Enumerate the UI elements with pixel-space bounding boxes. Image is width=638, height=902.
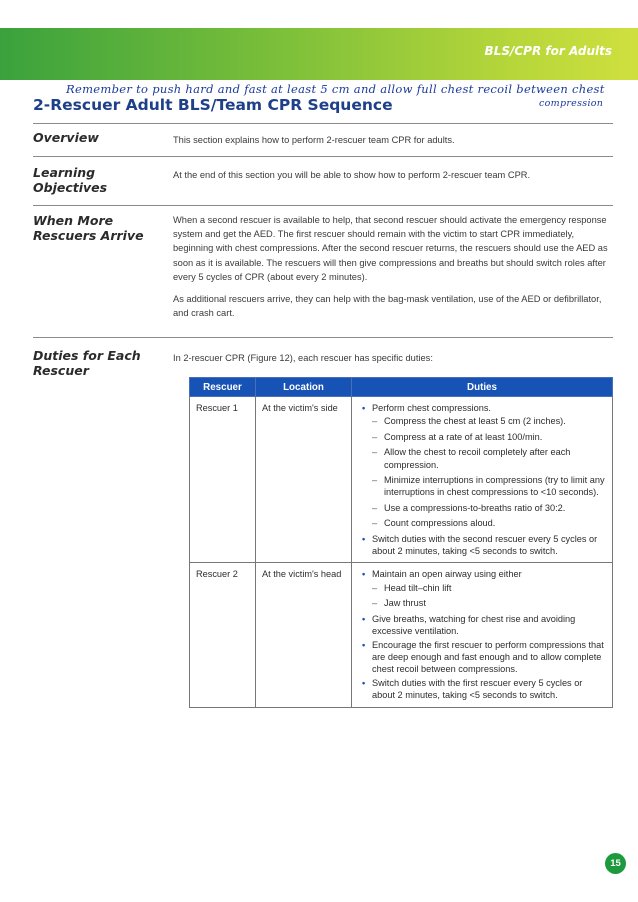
duty-sub-item: – Use a compressions-to-breaths ratio of 30:2. bbox=[358, 502, 606, 514]
duty-sub-item: – Allow the chest to recoil completely after each compression. bbox=[358, 446, 606, 471]
table-row bbox=[190, 563, 613, 707]
duties-intro: In 2-rescuer CPR (Figure 12), each rescuer has specific duties: bbox=[173, 353, 433, 363]
table-header-location: Location bbox=[256, 378, 352, 397]
overview-heading: Overview bbox=[33, 130, 99, 145]
table-header-row bbox=[190, 378, 613, 397]
table-header-rescuer: Rescuer bbox=[190, 378, 256, 397]
more-rescuers-body bbox=[173, 213, 613, 328]
location-cell: At the victim's side bbox=[256, 397, 352, 563]
duty-sub-item: – Compress the chest at least 5 cm (2 inches). bbox=[358, 415, 606, 427]
rescuer-cell: Rescuer 2 bbox=[190, 563, 256, 707]
duty-bullet: • Switch duties with the first rescuer every 5 cycles or about 2 minutes, taking <5 seconds to switch. bbox=[358, 677, 606, 702]
rescuer-cell: Rescuer 1 bbox=[190, 397, 256, 563]
duty-bullet: • Maintain an open airway using either bbox=[358, 568, 606, 580]
duty-sub-item: – Count compressions aloud. bbox=[358, 517, 606, 529]
header-band bbox=[0, 28, 638, 80]
learning-text: At the end of this section you will be able to show how to perform 2-rescuer team CPR. bbox=[173, 170, 531, 180]
duties-heading: Duties for Each Rescuer bbox=[33, 348, 141, 378]
duties-list bbox=[358, 568, 606, 701]
location-cell: At the victim's head bbox=[256, 563, 352, 707]
divider bbox=[33, 156, 613, 157]
page-title: 2-Rescuer Adult BLS/Team CPR Sequence bbox=[33, 96, 393, 114]
annotation-line-1: Remember to push hard and fast at least 5 cm and allow full chest recoil between chest bbox=[66, 82, 605, 96]
duty-bullet: • Give breaths, watching for chest rise and avoiding excessive ventilation. bbox=[358, 613, 606, 638]
divider bbox=[33, 337, 613, 338]
more-rescuers-paragraph-2: As additional rescuers arrive, they can help with the bag-mask ventilation, use of the AED or defibrillator, and crash cart. bbox=[173, 294, 602, 319]
duties-cell bbox=[352, 563, 613, 707]
divider bbox=[33, 123, 613, 124]
overview-text: This section explains how to perform 2-rescuer team CPR for adults. bbox=[173, 135, 455, 145]
duty-sub-item: – Head tilt–chin lift bbox=[358, 582, 606, 594]
duty-sub-item: – Jaw thrust bbox=[358, 597, 606, 609]
table-row bbox=[190, 397, 613, 563]
duties-table bbox=[189, 377, 613, 708]
duty-bullet: • Switch duties with the second rescuer every 5 cycles or about 2 minutes, taking <5 seconds to switch. bbox=[358, 533, 606, 558]
annotation-line-2: compression bbox=[539, 98, 604, 109]
duty-sub-item: – Minimize interruptions in compressions (try to limit any interruptions in chest compressions to <10 seconds). bbox=[358, 474, 606, 499]
divider bbox=[33, 205, 613, 206]
more-rescuers-heading: When More Rescuers Arrive bbox=[33, 213, 144, 243]
learning-heading: Learning Objectives bbox=[33, 165, 108, 195]
duties-cell bbox=[352, 397, 613, 563]
more-rescuers-paragraph-1: When a second rescuer is available to help, that second rescuer should activate the emergency response system and get the AED. The first rescuer should remain with the victim to start CPR immediately, beginning with chest compressions. After the second rescuer returns, the rescuers should use the AED as soon as it is available. The rescuers will then give compressions and breaths but should switch roles after every 5 cycles of CPR (about every 2 minutes). bbox=[173, 215, 608, 282]
page-number: 15 bbox=[605, 853, 626, 874]
duty-bullet: • Encourage the first rescuer to perform compressions that are deep enough and fast enough and to allow complete chest recoil between compressions. bbox=[358, 639, 606, 676]
table-header-duties: Duties bbox=[352, 378, 613, 397]
duties-list bbox=[358, 402, 606, 557]
duty-sub-item: – Compress at a rate of at least 100/min. bbox=[358, 431, 606, 443]
header-title: BLS/CPR for Adults bbox=[484, 44, 612, 58]
duty-bullet: • Perform chest compressions. bbox=[358, 402, 606, 414]
